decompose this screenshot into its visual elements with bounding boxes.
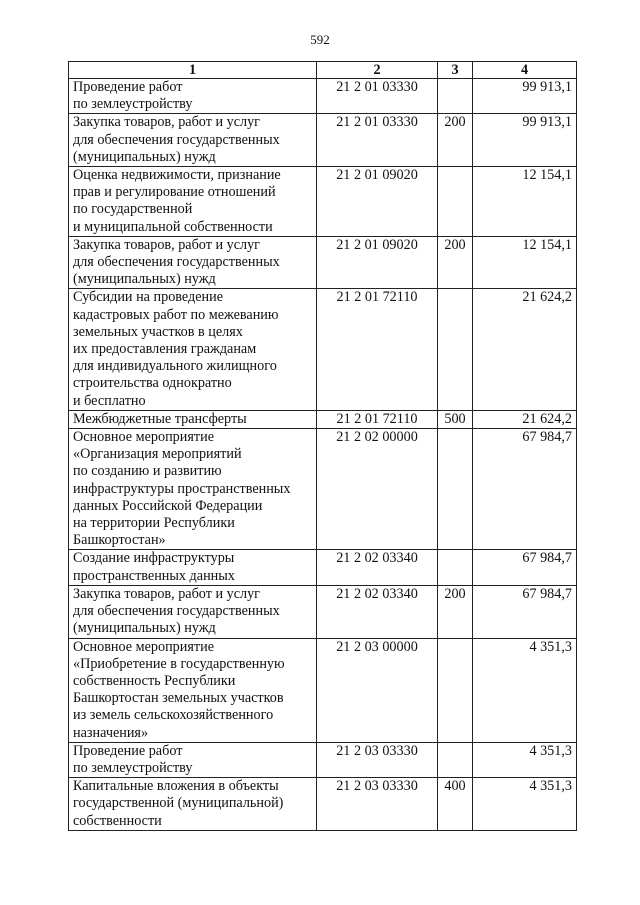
row-name: Межбюджетные трансферты [69,410,317,428]
table-row [69,638,577,742]
table-row [69,742,577,777]
row-code: 21 2 01 09020 [317,167,438,237]
row-code: 21 2 02 03340 [317,585,438,638]
row-code: 21 2 03 00000 [317,638,438,742]
row-code: 21 2 03 03330 [317,742,438,777]
row-expense-type: 200 [438,236,473,289]
row-expense-type: 200 [438,114,473,167]
row-name: Основное мероприятие «Приобретение в государственную собственность Республики Башкортостан земельных участков из земель сельскохозяйственного назначения» [69,638,317,742]
row-name: Закупка товаров, работ и услуг для обеспечения государственных (муниципальных) нужд [69,236,317,289]
row-code: 21 2 01 03330 [317,114,438,167]
row-expense-type [438,167,473,237]
row-expense-type [438,742,473,777]
table-row [69,114,577,167]
row-expense-type [438,638,473,742]
row-name: Проведение работ по землеустройству [69,742,317,777]
row-sum: 4 351,3 [473,638,577,742]
row-name: Оценка недвижимости, признание прав и регулирование отношений по государственной и муниципальной собственности [69,167,317,237]
row-sum: 67 984,7 [473,550,577,585]
header-col-3: 3 [438,62,473,79]
row-sum: 12 154,1 [473,167,577,237]
table-row [69,550,577,585]
page-number: 592 [310,32,330,47]
row-expense-type: 200 [438,585,473,638]
row-name: Создание инфраструктуры пространственных данных [69,550,317,585]
row-expense-type [438,289,473,410]
row-expense-type [438,79,473,114]
row-sum: 21 624,2 [473,289,577,410]
header-col-4: 4 [473,62,577,79]
row-code: 21 2 01 03330 [317,79,438,114]
table-row [69,79,577,114]
row-name: Капитальные вложения в объекты государственной (муниципальной) собственности [69,778,317,831]
table-row [69,236,577,289]
row-sum: 12 154,1 [473,236,577,289]
row-code: 21 2 03 03330 [317,778,438,831]
row-code: 21 2 01 72110 [317,410,438,428]
row-name: Закупка товаров, работ и услуг для обеспечения государственных (муниципальных) нужд [69,114,317,167]
header-col-1: 1 [69,62,317,79]
table-row [69,778,577,831]
row-name: Закупка товаров, работ и услуг для обеспечения государственных (муниципальных) нужд [69,585,317,638]
row-code: 21 2 01 72110 [317,289,438,410]
row-name: Субсидии на проведение кадастровых работ по межеванию земельных участков в целях их предоставления гражданам для индивидуального жилищного строительства однократно и бесплатно [69,289,317,410]
row-sum: 99 913,1 [473,79,577,114]
row-expense-type: 400 [438,778,473,831]
table-row [69,585,577,638]
row-expense-type: 500 [438,410,473,428]
header-col-2: 2 [317,62,438,79]
row-sum: 21 624,2 [473,410,577,428]
row-sum: 4 351,3 [473,778,577,831]
row-expense-type [438,429,473,550]
row-name: Основное мероприятие «Организация мероприятий по созданию и развитию инфраструктуры пространственных данных Российской Федерации на территории Республики Башкортостан» [69,429,317,550]
table-row [69,289,577,410]
row-sum: 67 984,7 [473,429,577,550]
row-expense-type [438,550,473,585]
row-code: 21 2 01 09020 [317,236,438,289]
header-row [69,62,577,79]
table-row [69,410,577,428]
row-sum: 99 913,1 [473,114,577,167]
row-name: Проведение работ по землеустройству [69,79,317,114]
budget-table [68,61,577,831]
row-code: 21 2 02 00000 [317,429,438,550]
row-sum: 4 351,3 [473,742,577,777]
table-row [69,167,577,237]
table-row [69,429,577,550]
row-sum: 67 984,7 [473,585,577,638]
row-code: 21 2 02 03340 [317,550,438,585]
